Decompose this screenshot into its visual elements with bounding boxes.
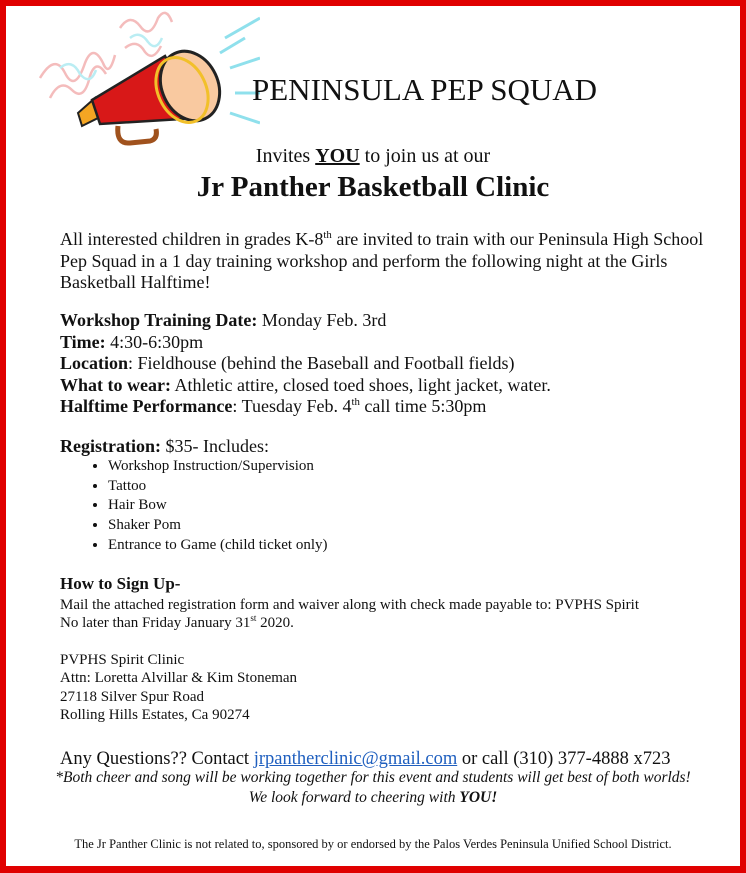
note-line-2 [0, 788, 746, 808]
signup-deadline [60, 614, 639, 632]
detail-halftime [60, 396, 551, 418]
organization-title: PENINSULA PEP SQUAD [252, 72, 598, 107]
megaphone-icon [30, 8, 260, 148]
signup-heading: How to Sign Up- [60, 574, 181, 593]
detail-value: : Tuesday Feb. 4 [232, 396, 352, 417]
note-line: *Both cheer and song will be working together for this event and students will get best of both worlds! [55, 769, 691, 786]
contact-phone: or call (310) 377-4888 x723 [457, 749, 671, 769]
deadline-text: No later than Friday January 31 [60, 615, 251, 631]
list-item: • Shaker Pom [108, 516, 328, 536]
invite-post: to join us at our [359, 145, 491, 167]
deadline-year: 2020. [256, 615, 294, 631]
intro-text: All interested children in grades K-8 [60, 229, 324, 249]
intro-sup: th [323, 229, 332, 241]
signup-instructions [60, 596, 639, 632]
detail-location [60, 353, 551, 375]
detail-value: Athletic attire, closed toed shoes, light jacket, water. [170, 374, 551, 395]
list-item: • Tattoo [108, 477, 328, 497]
registration-value: $35- Includes: [160, 436, 269, 456]
detail-value: : Fieldhouse (behind the Baseball and Football fields) [128, 353, 515, 374]
detail-time [60, 332, 551, 354]
registration-label: Registration: [60, 436, 161, 456]
detail-label: Time: [60, 331, 106, 352]
invite-you: YOU [315, 145, 360, 167]
signup-line: Mail the attached registration form and waiver along with check made payable to: PVPHS Spirit [60, 597, 640, 613]
address-line: PVPHS Spirit Clinic [60, 652, 185, 668]
event-details [60, 310, 551, 418]
address-line: Attn: Loretta Alvillar & Kim Stoneman [60, 670, 298, 687]
detail-wear [60, 375, 551, 397]
detail-date [60, 310, 551, 332]
detail-label: Workshop Training Date: [60, 310, 258, 330]
detail-sup: th [351, 396, 360, 409]
detail-label: Location [60, 353, 129, 374]
email-link[interactable]: jrpantherclinic@gmail.com [253, 749, 458, 769]
invite-line [0, 145, 746, 168]
detail-label: Halftime Performance [60, 396, 233, 417]
registration-line [60, 436, 269, 457]
registration-includes-list [60, 457, 328, 556]
contact-pre: Any Questions?? Contact [60, 749, 254, 769]
detail-value-after: call time 5:30pm [359, 396, 487, 417]
event-title: Jr Panther Basketball Clinic [196, 171, 550, 203]
deadline-sup: st [250, 613, 257, 623]
contact-line [60, 749, 670, 770]
note-text: We look forward to cheering with [248, 789, 460, 806]
disclaimer: The Jr Panther Clinic is not related to, sponsored by or endorsed by the Palos Verdes Peninsula Unified School District. [74, 837, 672, 851]
intro-text-2: are invited to train with our Peninsula High School Pep Squad in a 1 day training workshop and perform the following night at the Girls Basketball Halftime! [60, 229, 704, 292]
intro-paragraph [60, 229, 720, 294]
detail-value: 4:30-6:30pm [105, 331, 204, 352]
address-line: Rolling Hills Estates, Ca 90274 [60, 706, 250, 723]
list-item: • Entrance to Game (child ticket only) [108, 536, 328, 556]
detail-value: Monday Feb. 3rd [257, 310, 387, 330]
list-item: • Hair Bow [108, 496, 328, 516]
list-item: • Workshop Instruction/Supervision [108, 457, 328, 477]
mailing-address [60, 651, 297, 724]
note [0, 768, 746, 808]
detail-label: What to wear: [60, 374, 171, 395]
note-you: YOU! [459, 789, 498, 806]
invite-pre: Invites [255, 145, 316, 167]
address-line: 27118 Silver Spur Road [60, 688, 205, 705]
